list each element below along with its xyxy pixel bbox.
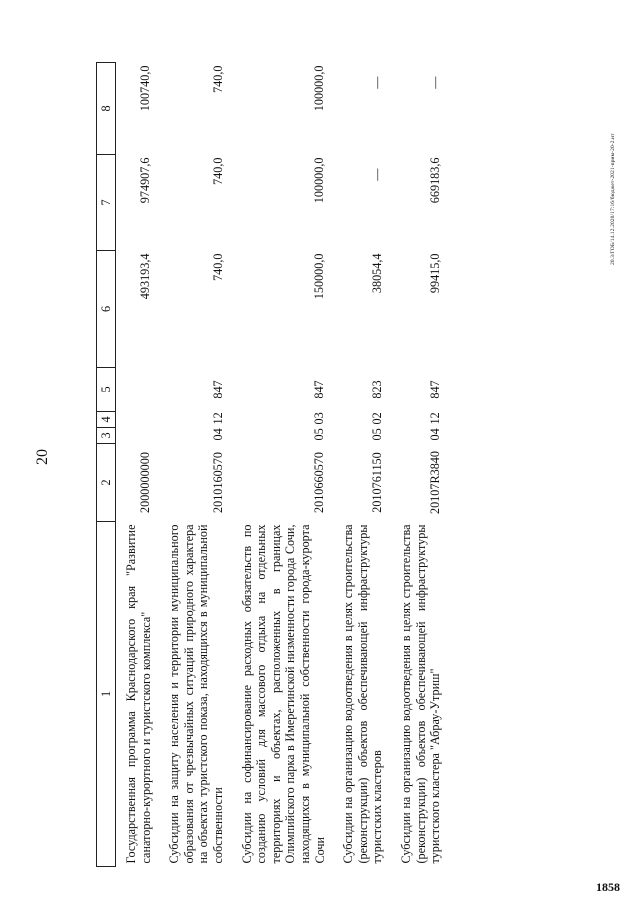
amount-col6: 38054,4	[369, 253, 384, 294]
section-code: 04	[427, 428, 442, 441]
section-code: 04	[210, 428, 225, 441]
amount-col8: —	[427, 76, 442, 89]
column-header: 6	[97, 251, 116, 368]
document-code: 20.3/ГОБ/14.12.2020/17:16/бюджет-2021-прим-20-2.ит	[610, 133, 616, 265]
amount-col8: 100000,0	[312, 65, 327, 112]
section-code	[116, 428, 160, 444]
budget-table	[96, 62, 449, 867]
amount-col8: 740,0	[210, 65, 225, 93]
column-header: 4	[97, 412, 116, 428]
column-header: 3	[97, 428, 116, 444]
expense-type-code: 823	[369, 380, 384, 399]
table-header-row	[97, 63, 116, 867]
subsection-code: 12	[427, 412, 442, 425]
amount-col6: 493193,4	[138, 253, 153, 300]
amount-col6: 150000,0	[312, 253, 327, 300]
amount-col8: —	[369, 76, 384, 89]
amount-col8: 100740,0	[138, 65, 153, 112]
amount-col7: —	[369, 168, 384, 181]
row-name: Субсидии на организацию водоотведения в целях строительства (реконструкции) объектов обеспечивающей инфраструктуры туристского кластера "Абрау-Утриш"	[398, 524, 443, 864]
amount-col7: 740,0	[210, 157, 225, 185]
section-code: 05	[312, 428, 327, 441]
target-code: 2010761150	[369, 452, 384, 513]
table-row	[232, 63, 334, 867]
page-number: 20	[34, 449, 51, 465]
sheet-number: 1858	[596, 880, 620, 894]
subsection-code	[116, 412, 160, 428]
amount-col7: 100000,0	[312, 157, 327, 204]
expense-type-code	[116, 368, 160, 412]
table-row	[116, 63, 160, 867]
subsection-code: 03	[312, 412, 327, 425]
row-name: Государственная программа Краснодарского края "Развитие санаторно-курортного и туристского комплекса"	[124, 524, 153, 864]
amount-col6: 99415,0	[427, 253, 442, 294]
section-code: 05	[369, 428, 384, 441]
expense-type-code: 847	[312, 380, 327, 399]
target-code: 2010660570	[312, 452, 327, 513]
column-header: 8	[97, 63, 116, 155]
table-row	[333, 63, 391, 867]
row-name: Субсидии на софинансирование расходных обязательств по созданию условий для массового отдыха на отдельных территориях и объектах, расположенных в границах Олимпийского парка в Имеретинской низменности города Сочи, находящихся в муниципальной собственности города-курорта Сочи	[239, 524, 327, 864]
target-code: 20107R3840	[427, 451, 442, 514]
expense-type-code: 847	[210, 380, 225, 399]
subsection-code: 12	[210, 412, 225, 425]
row-name: Субсидии на организацию водоотведения в целях строительства (реконструкции) объектов обеспечивающей инфраструктуры туристских кластеров	[341, 524, 385, 864]
table-row	[391, 63, 449, 867]
amount-col7: 974907,6	[138, 157, 153, 204]
table-row	[159, 63, 231, 867]
column-header: 5	[97, 368, 116, 412]
column-header: 7	[97, 155, 116, 251]
amount-col6: 740,0	[210, 253, 225, 281]
target-code: 2010160570	[210, 452, 225, 513]
target-code: 2000000000	[138, 452, 153, 513]
subsection-code: 02	[369, 412, 384, 425]
expense-type-code: 847	[427, 380, 442, 399]
column-header: 1	[97, 522, 116, 867]
row-name: Субсидии на защиту населения и территории муниципального образования от чрезвычайных ситуаций природного характера на объектах туристского показа, находящихся в муниципальной собственности	[167, 524, 225, 864]
column-header: 2	[97, 444, 116, 522]
amount-col7: 669183,6	[427, 157, 442, 204]
